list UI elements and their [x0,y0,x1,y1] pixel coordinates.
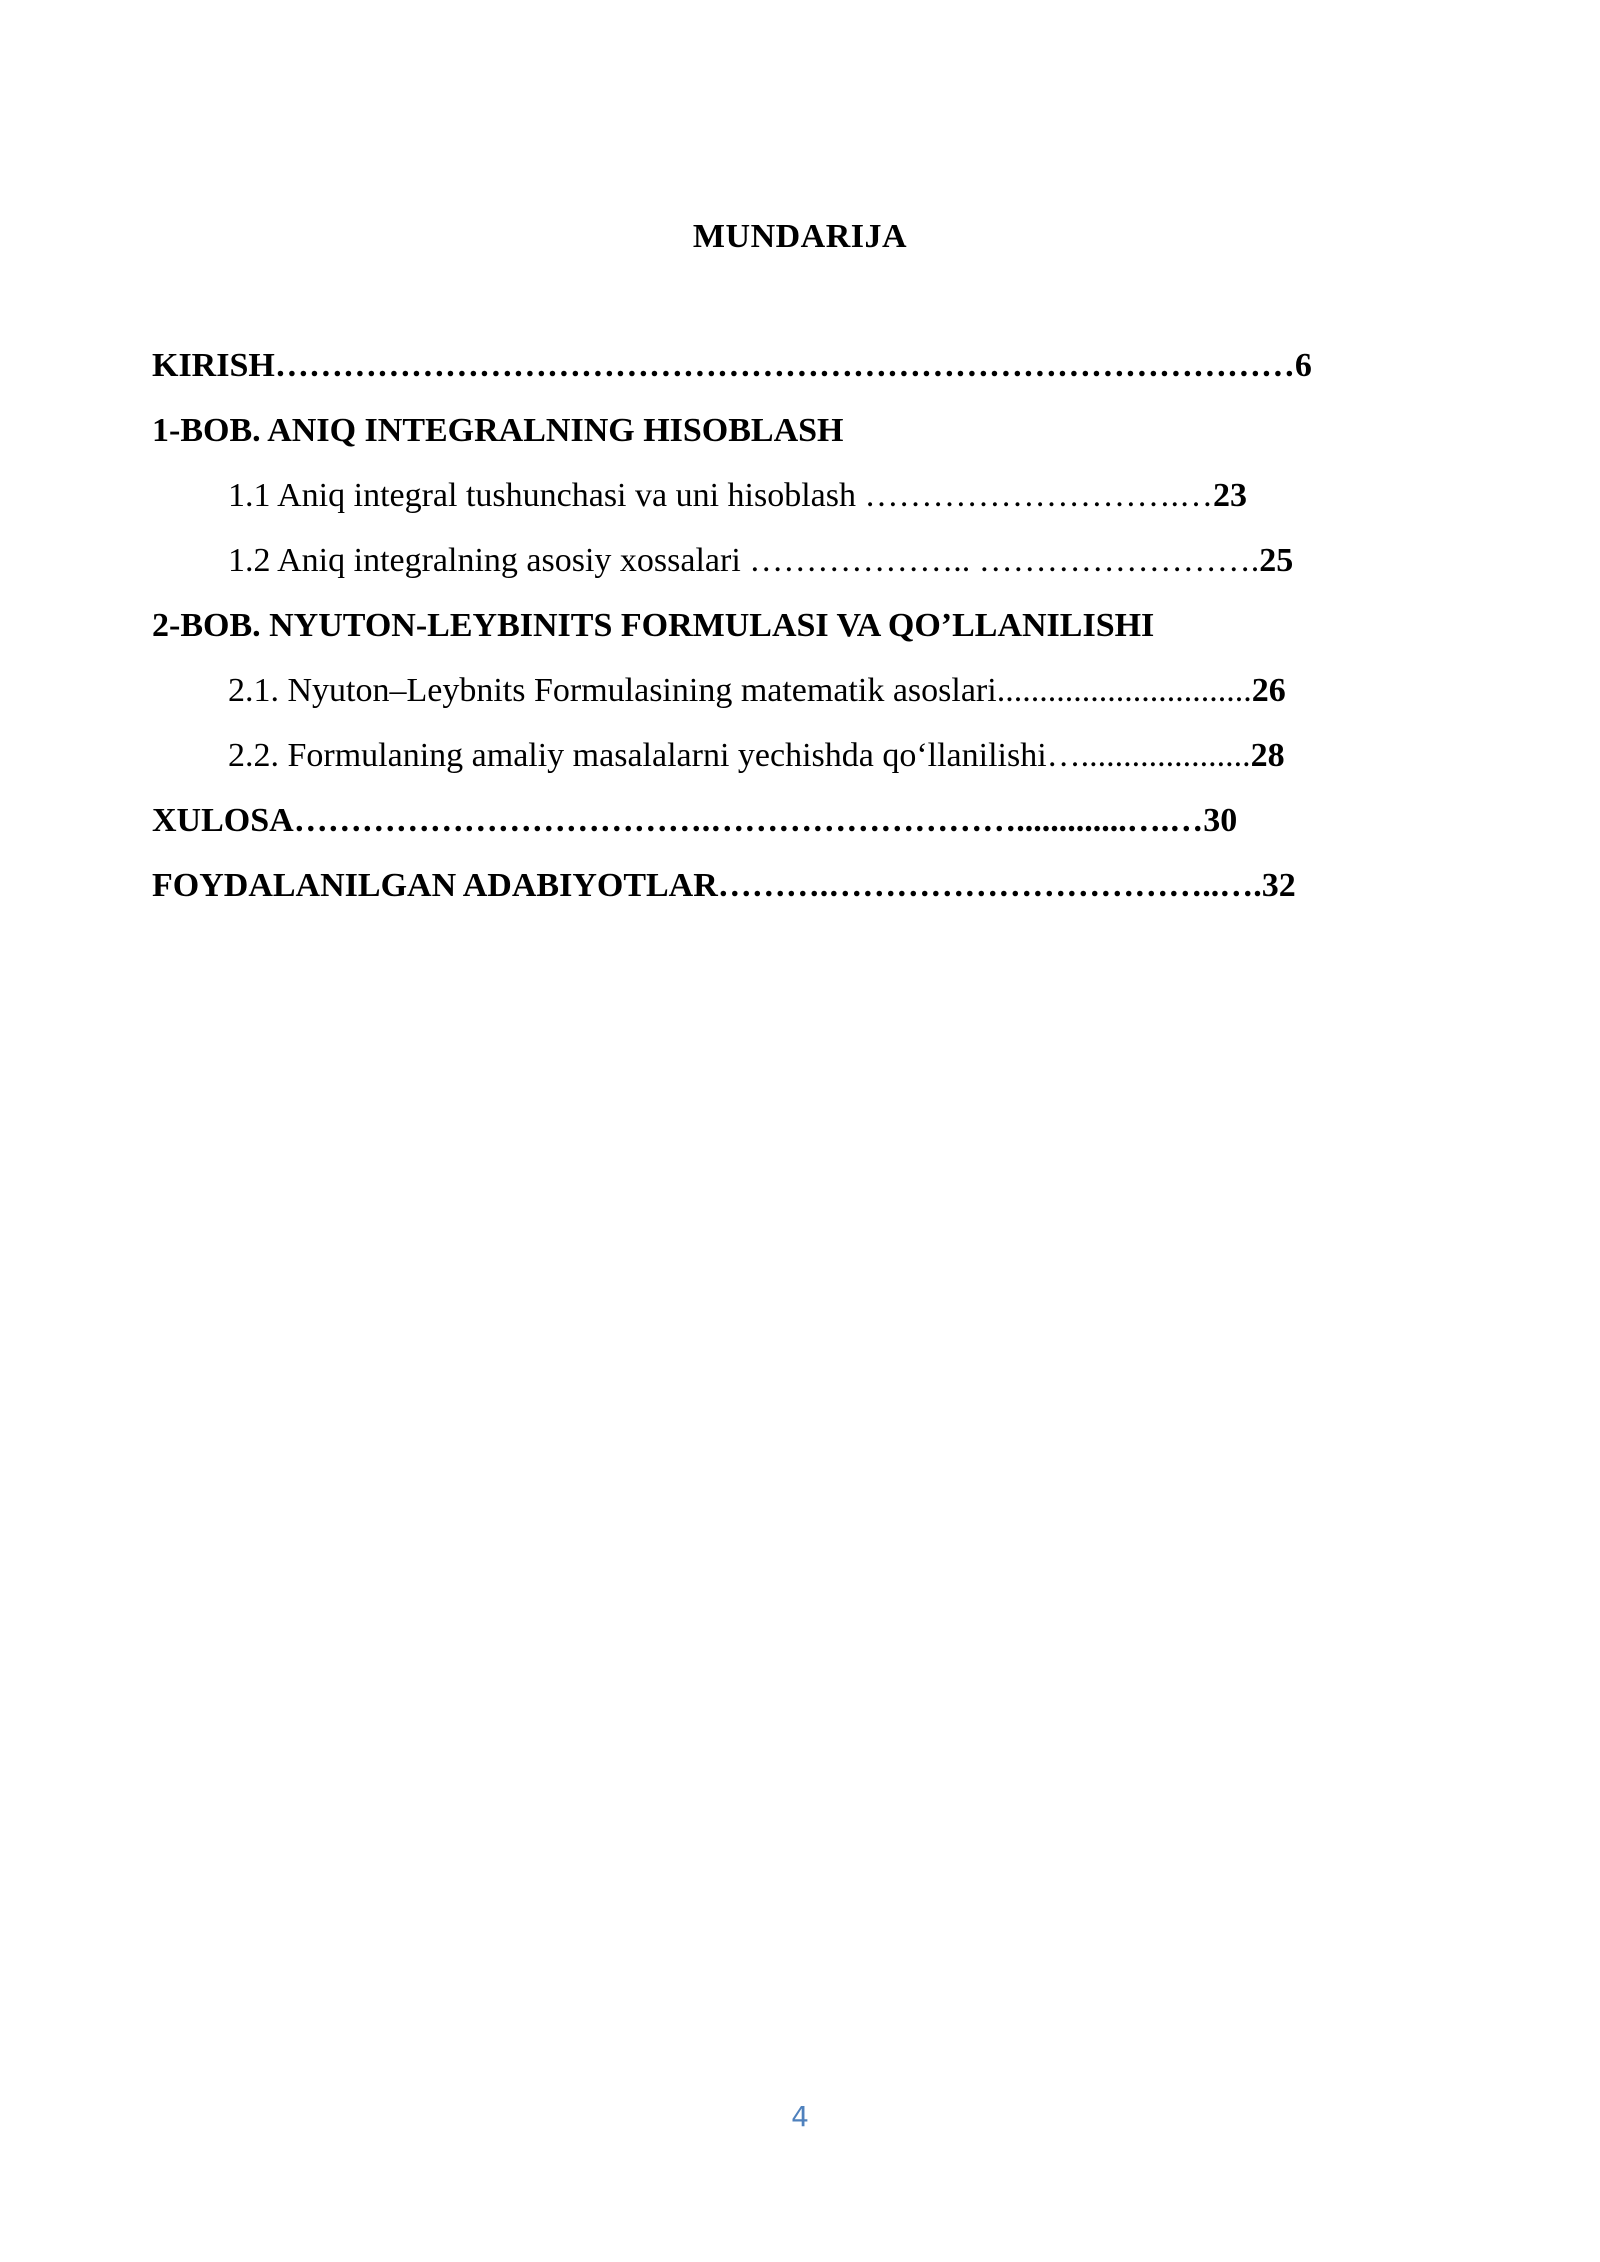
toc-chapter-2[interactable] [152,602,1154,650]
page-title: MUNDARIJA [692,218,908,255]
toc-entry-2-2[interactable] [228,732,1285,780]
toc-page-number: 28 [1250,737,1285,774]
toc-entry-label: 2.1. Nyuton–Leybnits Formulasining matematik asoslari [228,672,997,709]
toc-entry-label: FOYDALANILGAN ADABIYOTLAR [152,867,718,904]
toc-leader-dots: ……………………………….……………………….............….… [293,802,1204,839]
toc-entry-2-1[interactable] [228,667,1286,715]
toc-entry-1-2[interactable] [228,537,1293,585]
toc-entry-adabiyotlar[interactable] [152,862,1296,910]
toc-leader-dots: .............................. [996,672,1252,709]
toc-entry-label: 1-BOB. ANIQ INTEGRALNING HISOBLASH [152,412,844,449]
toc-entry-label: KIRISH [152,347,275,384]
toc-leader-dots: ……………………………………………………………………………… [274,347,1295,384]
toc-entry-label: 1.1 Aniq integral tushunchasi va uni hisoblash [228,477,865,514]
toc-page-number: 23 [1213,477,1247,514]
toc-leader-dots: ….................... [1046,737,1251,774]
toc-entry-label: 1.2 Aniq integralning asosiy xossalari [228,542,750,579]
toc-page-number: 25 [1259,542,1294,579]
toc-leader-dots: ……….……………………………..…. [717,867,1262,904]
toc-entry-1-1[interactable] [228,472,1247,520]
toc-page-number: 30 [1203,802,1238,839]
toc-entry-label: 2.2. Formulaning amaliy masalalarni yechishda qo‘llanilishi [228,737,1047,774]
toc-entry-label: 2-BOB. NYUTON-LEYBINITS FORMULASI VA QO’LLANILISHI [152,607,1155,644]
toc-entry-label: XULOSA [152,802,294,839]
toc-leader-dots: ……………….. ……………………. [749,542,1260,579]
toc-entry-kirish[interactable] [152,342,1312,390]
toc-page-number: 32 [1261,867,1296,904]
toc-page-number: 6 [1294,347,1312,384]
toc-page-number: 26 [1251,672,1286,709]
toc-entry-xulosa[interactable] [152,797,1237,845]
page-number: 4 [791,2100,809,2133]
toc-leader-dots: ……………………….… [864,477,1213,514]
toc-chapter-1[interactable] [152,407,844,455]
